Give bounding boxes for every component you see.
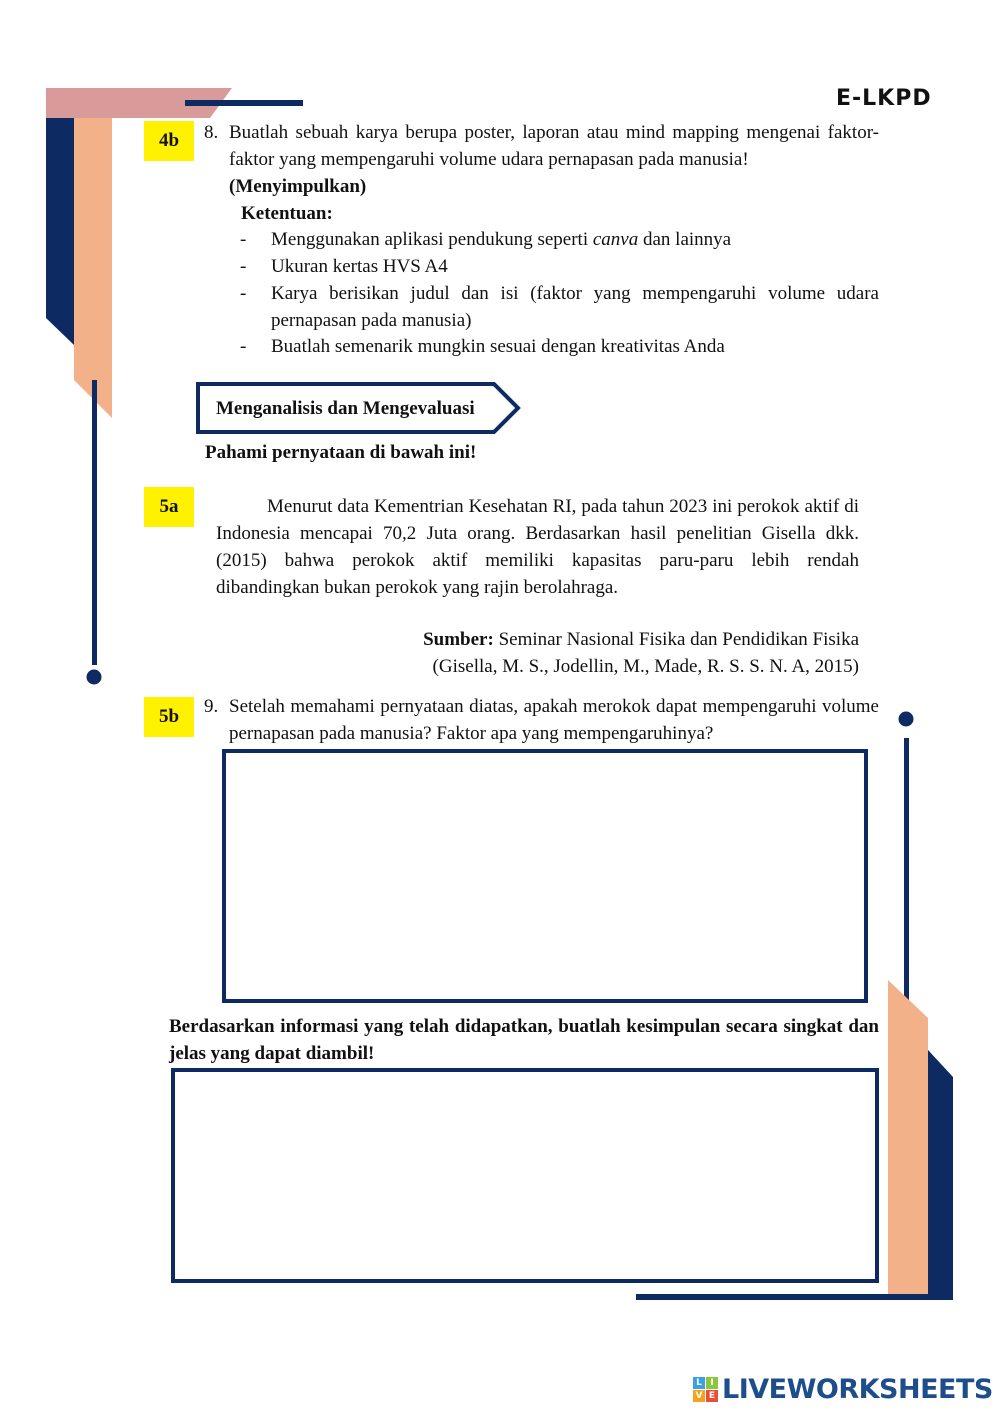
- liveworksheets-wordmark: LIVEWORKSHEETS: [722, 1373, 993, 1405]
- rule-text: Ukuran kertas HVS A4: [271, 256, 448, 277]
- rule-item: [240, 253, 880, 280]
- badge-4b: 4b: [144, 121, 194, 161]
- answer-box-conclusion[interactable]: [171, 1068, 879, 1283]
- badge-5b: 5b: [144, 697, 194, 737]
- rule-dash: -: [240, 283, 247, 304]
- rule-text: Karya berisikan judul dan isi (faktor yang mempengaruhi volume udara pernapasan pada manusia): [271, 283, 879, 331]
- question-8-text: Buatlah sebuah karya berupa poster, laporan atau mind mapping mengenai faktor-faktor yang mempengaruhi volume udara pernapasan pada manusia!: [229, 122, 879, 170]
- question-9-number: 9.: [204, 696, 219, 717]
- question-9-text: Setelah memahami pernyataan diatas, apakah merokok dapat mempengaruhi volume pernapasan pada manusia? Faktor apa yang mempengaruhinya?: [229, 696, 879, 744]
- liveworksheets-logo[interactable]: [693, 1374, 993, 1404]
- rule-text: Buatlah semenarik mungkin sesuai dengan kreativitas Anda: [271, 336, 725, 357]
- source-text: Seminar Nasional Fisika dan Pendidikan Fisika: [498, 629, 859, 650]
- rule-dash: -: [240, 229, 247, 250]
- source-line: [300, 626, 859, 653]
- source-label: Sumber:: [423, 629, 494, 650]
- logo-letter: I: [706, 1377, 718, 1389]
- rule-item: [240, 280, 880, 334]
- logo-letter: L: [693, 1377, 705, 1389]
- logo-letter: E: [706, 1390, 718, 1402]
- section-instruction: Pahami pernyataan di bawah ini!: [205, 442, 477, 463]
- liveworksheets-icon: [693, 1377, 718, 1402]
- rules-title: Ketentuan:: [241, 203, 333, 224]
- brand-title: E-LKPD: [836, 86, 932, 111]
- answer-box-question-9[interactable]: [222, 749, 868, 1003]
- rule-dash: -: [240, 336, 247, 357]
- source-citation: (Gisella, M. S., Jodellin, M., Made, R. S. S. N. A, 2015): [432, 656, 859, 677]
- section-title: Menganalisis dan Mengevaluasi: [216, 398, 475, 419]
- rule-text: Menggunakan aplikasi pendukung seperti canva dan lainnya: [271, 229, 732, 250]
- question-8-number: 8.: [204, 122, 219, 143]
- question-8-tag: (Menyimpulkan): [229, 176, 367, 197]
- rule-item: [240, 333, 880, 360]
- badge-5a: 5a: [144, 487, 194, 527]
- rule-dash: -: [240, 256, 247, 277]
- conclusion-prompt: Berdasarkan informasi yang telah didapatkan, buatlah kesimpulan secara singkat dan jelas yang dapat diambil!: [169, 1016, 879, 1064]
- statement-paragraph: Menurut data Kementrian Kesehatan RI, pada tahun 2023 ini perokok aktif di Indonesia mencapai 70,2 Juta orang. Berdasarkan hasil penelitian Gisella dkk. (2015) bahwa perokok aktif memiliki kapasitas paru-paru lebih rendah dibandingkan bukan perokok yang rajin berolahraga.: [216, 496, 859, 598]
- logo-letter: V: [693, 1390, 705, 1402]
- rule-item: [240, 226, 880, 253]
